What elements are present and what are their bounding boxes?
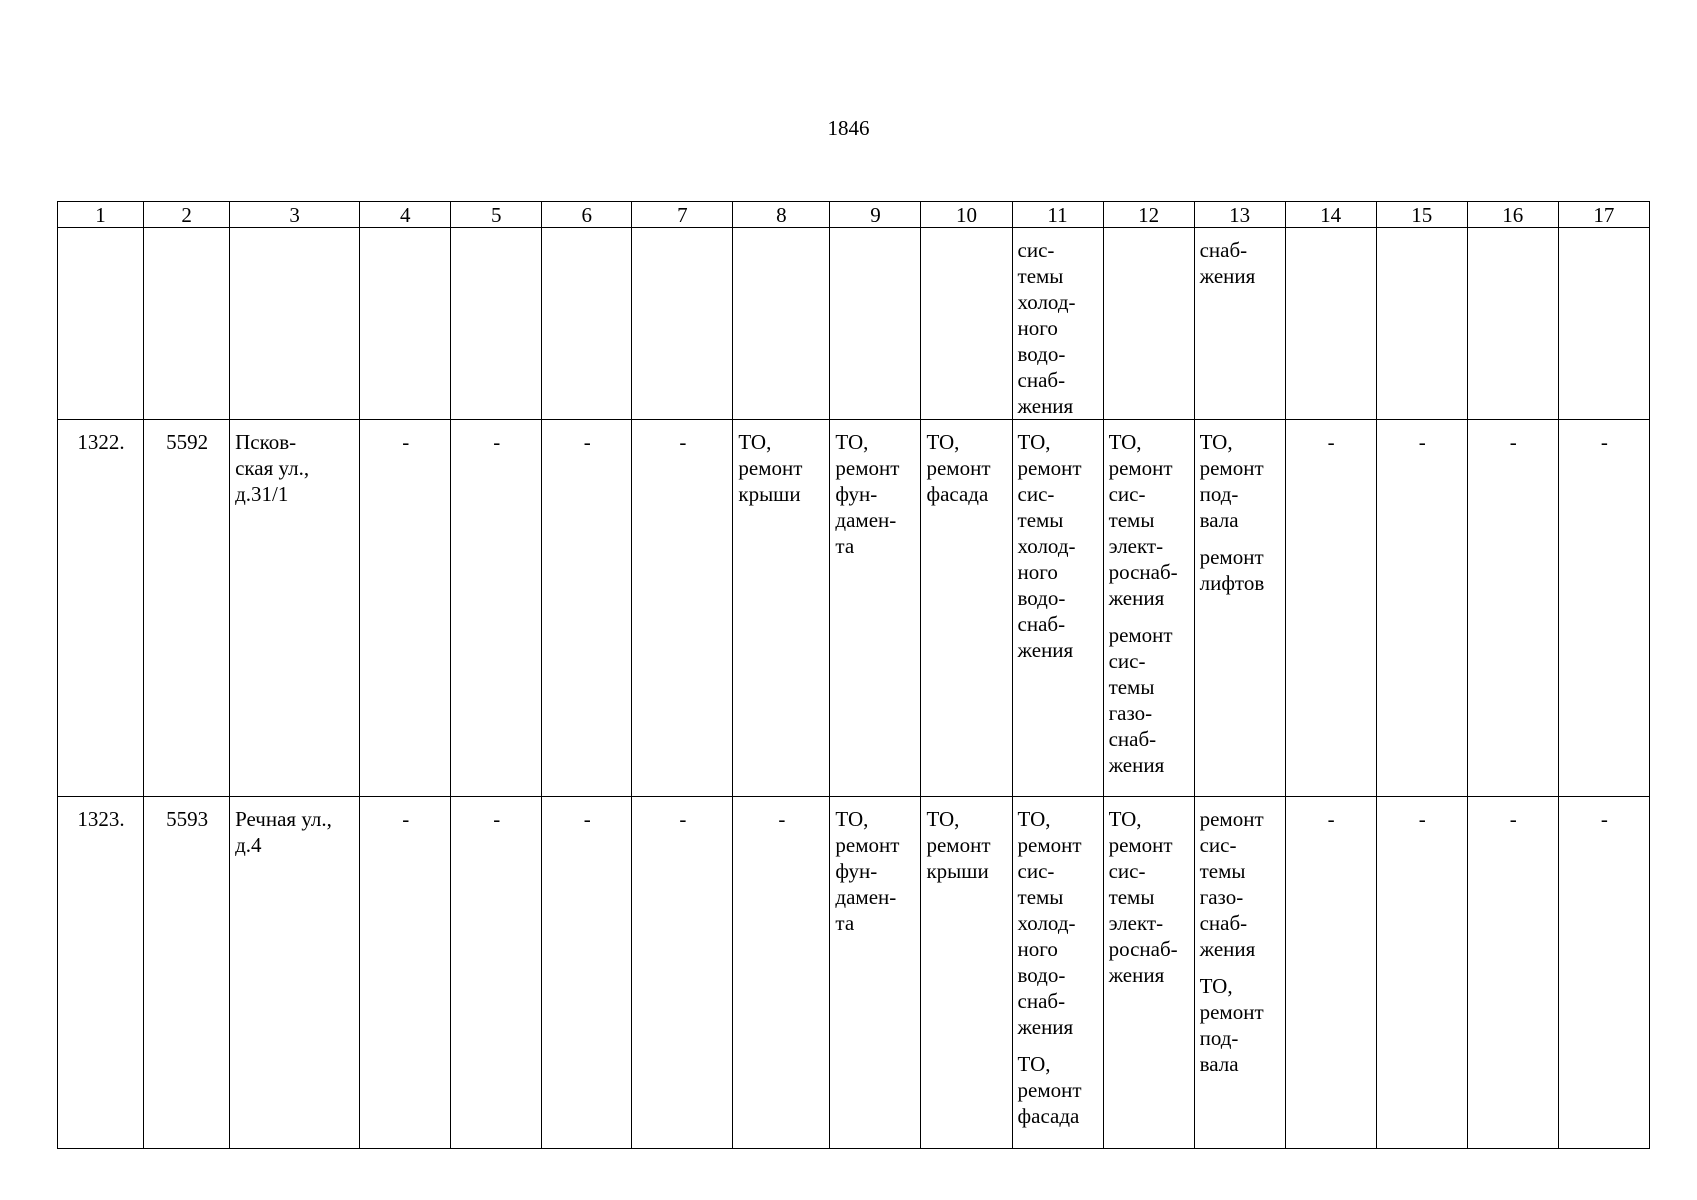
cell-text (830, 420, 920, 559)
table-cell (360, 797, 451, 1149)
dash: - (402, 807, 410, 831)
dash: - (1418, 430, 1426, 454)
table-cell (1103, 420, 1194, 797)
table-cell (830, 228, 921, 420)
cell-text (1013, 797, 1103, 1129)
cell-text (1013, 420, 1103, 663)
table-cell (921, 228, 1012, 420)
cell-paragraph: ТО, ремонт фасада (926, 430, 991, 506)
table-cell (1467, 797, 1558, 1149)
table-cell (1194, 228, 1285, 420)
dash: - (493, 430, 501, 454)
table-cell (542, 228, 632, 420)
cell-paragraph: ТО, ремонт сис- темы элект- роснаб- жения (1108, 430, 1178, 610)
cell-text (1195, 228, 1285, 289)
address-cell (230, 797, 360, 1149)
cell-text (1104, 420, 1194, 778)
table-cell (58, 228, 144, 420)
col-header-2: 2 (144, 202, 230, 228)
dash: - (679, 807, 687, 831)
dash: - (1327, 430, 1335, 454)
table-cell (542, 420, 632, 797)
code-cell (144, 420, 230, 797)
table-cell (632, 797, 733, 1149)
col-header-6: 6 (542, 202, 632, 228)
cell-text (921, 420, 1011, 507)
col-header-12: 12 (1103, 202, 1194, 228)
cell-paragraph: ремонт лифтов (1199, 545, 1265, 595)
table-cell (1558, 797, 1649, 1149)
col-header-3: 3 (230, 202, 360, 228)
table-cell (1376, 228, 1467, 420)
table-cell (733, 228, 830, 420)
row-number: 1322. (77, 430, 125, 454)
table-cell (1285, 228, 1376, 420)
cell-text (921, 797, 1011, 884)
table-cell (144, 228, 230, 420)
row-number: 1323. (77, 807, 125, 831)
table-cell (1285, 420, 1376, 797)
table-row (58, 797, 1650, 1149)
cell-paragraph: ТО, ремонт фасада (1017, 1052, 1082, 1128)
table-cell (451, 797, 542, 1149)
page-number: 1846 (827, 116, 870, 140)
table-cell (1376, 420, 1467, 797)
row-number-cell (58, 420, 144, 797)
cell-paragraph: ТО, ремонт сис- темы элект- роснаб- жения (1108, 807, 1178, 987)
continuation-row (58, 228, 1650, 420)
dash: - (1418, 807, 1426, 831)
cell-text (830, 797, 920, 936)
table-cell (733, 797, 830, 1149)
works-table (57, 201, 1650, 1149)
table-cell (921, 420, 1012, 797)
table-cell (830, 797, 921, 1149)
table-cell (733, 420, 830, 797)
cell-paragraph: ТО, ремонт фун- дамен- та (835, 430, 900, 558)
table-cell (830, 420, 921, 797)
row-address: Речная ул., д.4 (235, 807, 332, 857)
table-cell (1467, 420, 1558, 797)
col-header-5: 5 (451, 202, 542, 228)
cell-paragraph: ремонт сис- темы газо- снаб- жения (1199, 807, 1264, 961)
table-cell (1194, 420, 1285, 797)
col-header-11: 11 (1012, 202, 1103, 228)
table-cell (1012, 797, 1103, 1149)
table-cell (1103, 228, 1194, 420)
dash: - (583, 430, 591, 454)
cell-text (1104, 797, 1194, 988)
table-cell (632, 420, 733, 797)
cell-paragraph: ТО, ремонт под- вала (1199, 974, 1264, 1076)
cell-paragraph: сис- темы холод- ного водо- снаб- жения (1017, 238, 1076, 418)
cell-paragraph: ТО, ремонт крыши (738, 430, 803, 506)
cell-paragraph: ремонт сис- темы газо- снаб- жения (1108, 623, 1173, 777)
column-numbers-row (58, 202, 1650, 228)
dash: - (1509, 430, 1517, 454)
table-cell (451, 420, 542, 797)
table-cell (230, 228, 360, 420)
cell-text (733, 420, 829, 507)
col-header-9: 9 (830, 202, 921, 228)
table-cell (1467, 228, 1558, 420)
dash: - (679, 430, 687, 454)
dash: - (402, 430, 410, 454)
table-cell (1376, 797, 1467, 1149)
table-cell (1558, 228, 1649, 420)
dash: - (1327, 807, 1335, 831)
table-cell (632, 228, 733, 420)
col-header-10: 10 (921, 202, 1012, 228)
dash: - (493, 807, 501, 831)
table-cell (1558, 420, 1649, 797)
code-cell (144, 797, 230, 1149)
cell-paragraph: ТО, ремонт крыши (926, 807, 991, 883)
col-header-8: 8 (733, 202, 830, 228)
dash: - (583, 807, 591, 831)
cell-paragraph: ТО, ремонт фун- дамен- та (835, 807, 900, 935)
table-row (58, 420, 1650, 797)
table-cell (1012, 420, 1103, 797)
dash: - (778, 807, 786, 831)
cell-text (1195, 420, 1285, 596)
row-address: Псков- ская ул., д.31/1 (235, 430, 310, 506)
row-number-cell (58, 797, 144, 1149)
table-cell (360, 228, 451, 420)
col-header-14: 14 (1285, 202, 1376, 228)
dash: - (1600, 807, 1608, 831)
table-cell (1103, 797, 1194, 1149)
address-cell (230, 420, 360, 797)
cell-paragraph: ТО, ремонт сис- темы холод- ного водо- снаб- жения (1017, 430, 1082, 662)
table-cell (1285, 797, 1376, 1149)
row-code: 5593 (166, 807, 209, 831)
table-cell (451, 228, 542, 420)
col-header-1: 1 (58, 202, 144, 228)
table-cell (921, 797, 1012, 1149)
col-header-15: 15 (1376, 202, 1467, 228)
col-header-7: 7 (632, 202, 733, 228)
table-cell (360, 420, 451, 797)
col-header-17: 17 (1558, 202, 1649, 228)
cell-paragraph: ТО, ремонт сис- темы холод- ного водо- снаб- жения (1017, 807, 1082, 1039)
cell-text (1195, 797, 1285, 1077)
table-cell (542, 797, 632, 1149)
row-code: 5592 (166, 430, 209, 454)
col-header-16: 16 (1467, 202, 1558, 228)
cell-text (1013, 228, 1103, 419)
col-header-13: 13 (1194, 202, 1285, 228)
dash: - (1600, 430, 1608, 454)
dash: - (1509, 807, 1517, 831)
table-cell (1194, 797, 1285, 1149)
col-header-4: 4 (360, 202, 451, 228)
table-cell (1012, 228, 1103, 420)
cell-paragraph: снаб- жения (1199, 238, 1256, 288)
cell-paragraph: ТО, ремонт под- вала (1199, 430, 1264, 532)
